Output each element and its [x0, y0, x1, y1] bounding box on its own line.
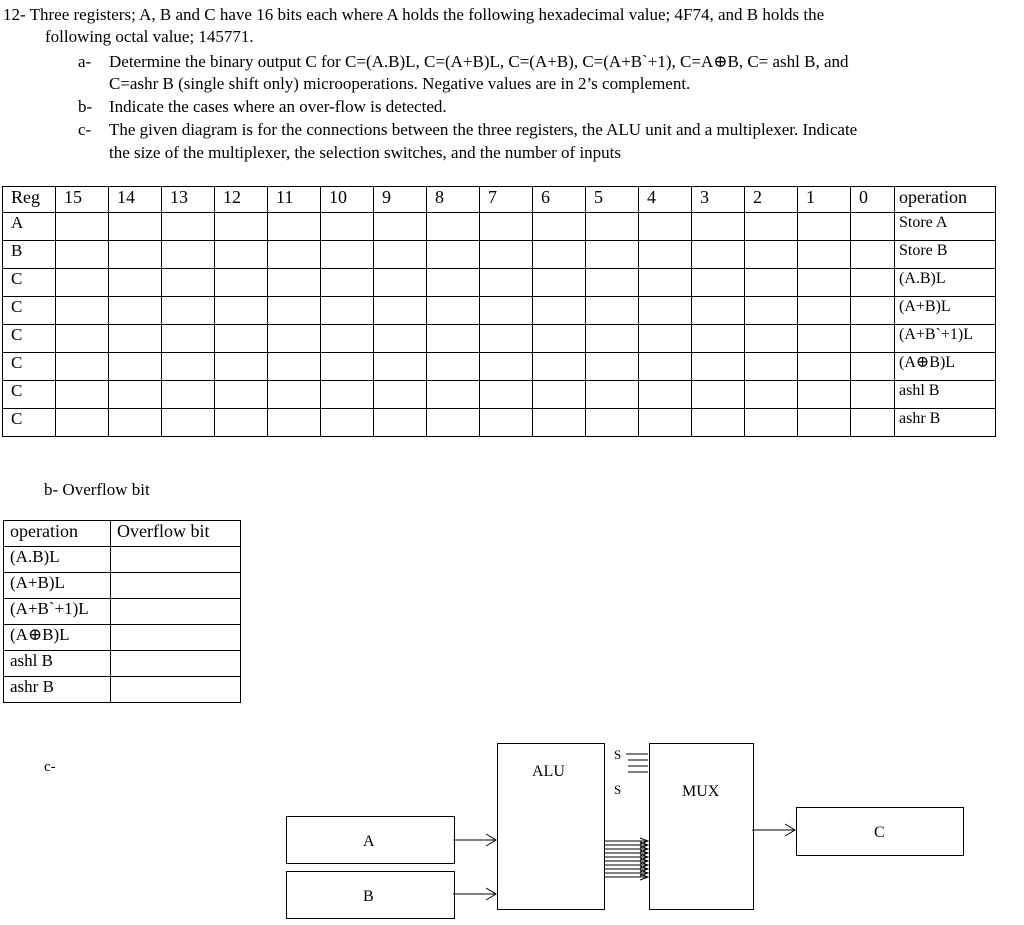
register-row-reg: C	[3, 381, 56, 409]
header-bit-4: 4	[639, 187, 692, 213]
register-a-label: A	[363, 833, 375, 850]
register-row-reg: C	[3, 297, 56, 325]
header-bit-10: 10	[321, 187, 374, 213]
register-row-reg: C	[3, 353, 56, 381]
overflow-header-operation: operation	[4, 521, 111, 547]
diagram-marker: c-	[44, 759, 56, 775]
register-row-reg: C	[3, 325, 56, 353]
register-row-operation: Store B	[895, 241, 996, 269]
header-bit-1: 1	[798, 187, 851, 213]
header-bit-14: 14	[109, 187, 162, 213]
part-b-line-1: Indicate the cases where an over-flow is detected.	[109, 97, 447, 116]
header-bit-6: 6	[533, 187, 586, 213]
part-a-line-2: C=ashr B (single shift only) microoperations. Negative values are in 2’s complement.	[109, 74, 691, 93]
alu-to-mux-bus	[604, 838, 648, 880]
overflow-row-operation: (A+B)L	[4, 573, 111, 599]
overflow-title: b- Overflow bit	[44, 480, 150, 499]
header-bit-8: 8	[427, 187, 480, 213]
mux-label: MUX	[682, 783, 720, 800]
header-operation: operation	[895, 187, 996, 213]
register-row-operation: Store A	[895, 213, 996, 241]
header-bit-5: 5	[586, 187, 639, 213]
register-row-reg: A	[3, 213, 56, 241]
overflow-row-operation: ashl B	[4, 651, 111, 677]
question-line-1: 12- Three registers; A, B and C have 16 bits each where A holds the following hexadecimal value; 4F74, and B holds the	[3, 5, 825, 24]
register-row-operation: (A+B)L	[895, 297, 996, 325]
alu-label: ALU	[532, 763, 565, 780]
register-b-label: B	[363, 888, 374, 905]
header-bit-13: 13	[162, 187, 215, 213]
header-bit-7: 7	[480, 187, 533, 213]
register-row-operation: ashr B	[895, 409, 996, 437]
header-reg: Reg	[3, 187, 56, 213]
register-row-operation: (A⊕B)L	[895, 353, 996, 381]
register-row-reg: C	[3, 269, 56, 297]
register-row-operation: (A.B)L	[895, 269, 996, 297]
overflow-row-operation: (A.B)L	[4, 547, 111, 573]
part-a-marker: a-	[78, 52, 92, 71]
register-row-operation: ashl B	[895, 381, 996, 409]
select-s-mid: S	[614, 782, 622, 797]
part-a-line-1: Determine the binary output C for C=(A.B)L, C=(A+B)L, C=(A+B), C=(A+B`+1), C=A⊕B, C= ashl B, and	[109, 52, 849, 71]
header-bit-3: 3	[692, 187, 745, 213]
header-bit-11: 11	[268, 187, 321, 213]
part-c-marker: c-	[78, 120, 92, 139]
overflow-header-bit: Overflow bit	[111, 521, 241, 547]
header-bit-2: 2	[745, 187, 798, 213]
part-c-line-1: The given diagram is for the connections between the three registers, the ALU unit and a multiplexer. Indicate	[109, 120, 858, 139]
overflow-row-operation: (A+B`+1)L	[4, 599, 111, 625]
register-row-reg: C	[3, 409, 56, 437]
register-row-reg: B	[3, 241, 56, 269]
register-row-operation: (A+B`+1)L	[895, 325, 996, 353]
part-c-line-2: the size of the multiplexer, the selection switches, and the number of inputs	[109, 143, 622, 162]
register-c-label: C	[874, 824, 885, 841]
header-bit-12: 12	[215, 187, 268, 213]
header-bit-0: 0	[851, 187, 895, 213]
question-line-2: following octal value; 145771.	[45, 27, 254, 46]
header-bit-15: 15	[56, 187, 109, 213]
overflow-row-operation: ashr B	[4, 677, 111, 703]
part-b-marker: b-	[78, 97, 93, 116]
overflow-row-operation: (A⊕B)L	[4, 625, 111, 651]
select-s-top: S	[614, 747, 622, 762]
header-bit-9: 9	[374, 187, 427, 213]
